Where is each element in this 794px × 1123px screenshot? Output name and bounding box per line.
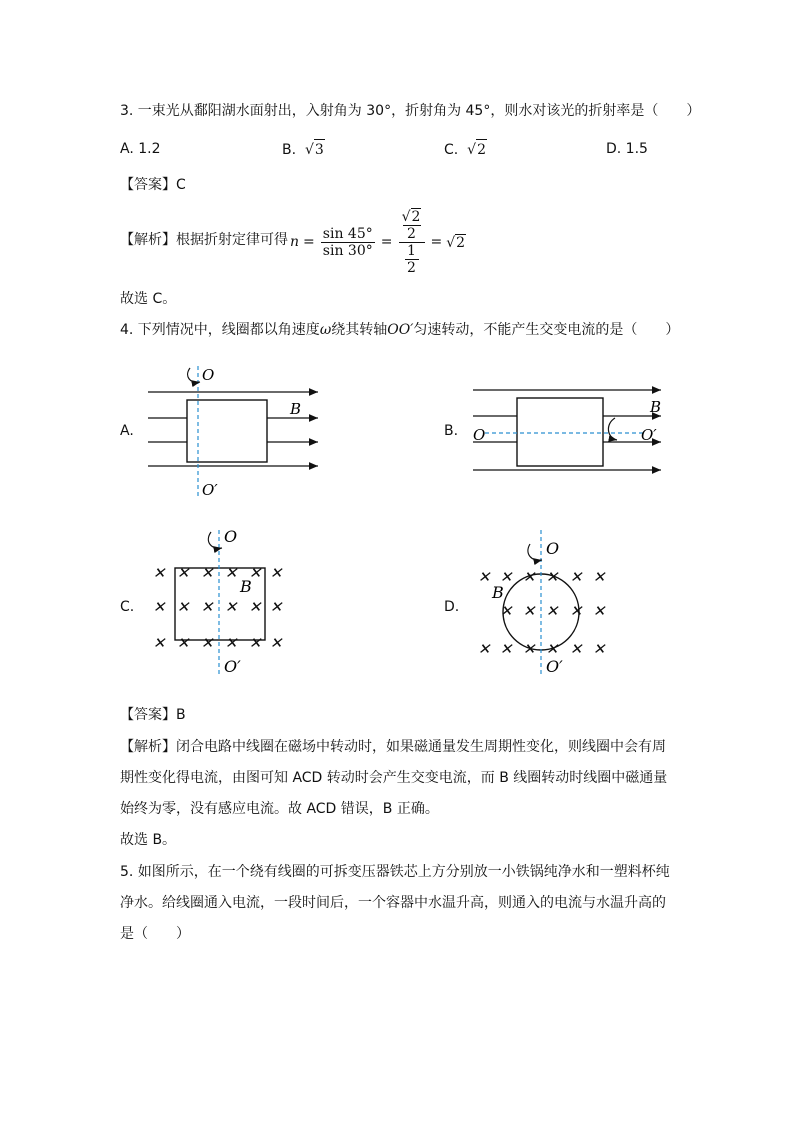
q3-formula: n = $\frac{\sin 45^\circ}{\sin 30^\circ}$ = √2 2 1 2 = √2 — [290, 209, 466, 276]
figure-c — [148, 526, 298, 676]
label-o-prime: O′ — [546, 657, 563, 676]
figure-b — [465, 380, 675, 485]
field-cross: ✕ — [152, 598, 166, 616]
field-cross: ✕ — [200, 634, 214, 652]
field-cross: ✕ — [522, 568, 536, 586]
q3-stem: 3. 一束光从鄱阳湖水面射出，入射角为 30°，折射角为 45°，则水对该光的折射率是（ ） — [120, 103, 701, 119]
q4-stem: 4. 下列情况中，线圈都以角速度ω绕其转轴OO′匀速转动，不能产生交变电流的是（ ） — [120, 322, 680, 338]
field-cross: ✕ — [200, 598, 214, 616]
fig-label-a: A. — [120, 423, 134, 439]
label-o-prime: O′ — [202, 481, 218, 499]
field-cross: ✕ — [545, 640, 559, 658]
field-cross: ✕ — [477, 640, 491, 658]
label-o: O — [473, 426, 486, 444]
fig-label-b: B. — [444, 423, 459, 439]
field-cross: ✕ — [522, 602, 536, 620]
q3-option-a: A. 1.2 — [120, 141, 161, 157]
field-cross: ✕ — [224, 634, 238, 652]
field-cross: ✕ — [569, 602, 583, 620]
label-b: B — [290, 400, 302, 418]
field-cross: ✕ — [224, 598, 238, 616]
field-cross: ✕ — [224, 564, 238, 582]
label-b: B — [240, 577, 252, 596]
label-b: B — [492, 583, 504, 602]
q5-stem-line-3: 是（ ） — [120, 926, 190, 942]
field-cross: ✕ — [200, 564, 214, 582]
label-o-prime: O′ — [224, 657, 241, 676]
field-cross: ✕ — [269, 634, 283, 652]
field-cross: ✕ — [522, 640, 536, 658]
field-cross: ✕ — [269, 598, 283, 616]
label-o-prime: O′ — [641, 426, 657, 444]
rotation-arrow — [608, 418, 617, 440]
q4-analysis-line-3: 始终为零，没有感应电流。故 ACD 错误，B 正确。 — [120, 801, 439, 817]
label-o: O — [202, 366, 215, 384]
label-o: O — [224, 527, 238, 546]
q3-option-c: C. √2 — [444, 139, 487, 160]
q4-analysis-line-2: 期性变化得电流，由图可知 ACD 转动时会产生交变电流，而 B 线圈转动时线圈中磁通量 — [120, 770, 668, 786]
field-cross: ✕ — [499, 568, 513, 586]
field-cross: ✕ — [477, 568, 491, 586]
field-cross: ✕ — [152, 634, 166, 652]
q3-answer: 【答案】C — [120, 177, 186, 193]
field-cross: ✕ — [545, 568, 559, 586]
q3-conclusion: 故选 C。 — [120, 291, 177, 307]
fig-label-c: C. — [120, 599, 135, 615]
q3-analysis: 【解析】根据折射定律可得 — [120, 232, 288, 248]
q4-answer: 【答案】B — [120, 707, 186, 723]
q3-option-d: D. 1.5 — [606, 141, 648, 157]
field-cross: ✕ — [176, 598, 190, 616]
q4-conclusion: 故选 B。 — [120, 832, 177, 848]
field-cross: ✕ — [592, 602, 606, 620]
rotation-arrow — [528, 544, 542, 560]
coil — [187, 400, 267, 462]
field-cross: ✕ — [545, 602, 559, 620]
label-o: O — [546, 539, 560, 558]
fig-label-d: D. — [444, 599, 460, 615]
field-cross: ✕ — [248, 598, 262, 616]
field-cross: ✕ — [569, 640, 583, 658]
coil — [517, 398, 603, 466]
label-b: B — [650, 398, 662, 416]
figure-d — [472, 526, 622, 678]
field-cross: ✕ — [248, 564, 262, 582]
q5-stem-line-2: 净水。给线圈通入电流，一段时间后，一个容器中水温升高，则通入的电流与水温升高的 — [120, 895, 666, 911]
q4-analysis-line-1: 【解析】闭合电路中线圈在磁场中转动时，如果磁通量发生周期性变化，则线圈中会有周 — [120, 739, 666, 755]
field-cross: ✕ — [569, 568, 583, 586]
field-cross: ✕ — [269, 564, 283, 582]
figure-a — [140, 362, 330, 502]
field-cross: ✕ — [499, 640, 513, 658]
field-cross: ✕ — [499, 602, 513, 620]
field-cross: ✕ — [152, 564, 166, 582]
field-cross: ✕ — [592, 568, 606, 586]
q3-option-b: B. √3 — [282, 139, 325, 160]
field-cross: ✕ — [248, 634, 262, 652]
field-cross: ✕ — [592, 640, 606, 658]
rotation-arrow — [208, 532, 222, 548]
field-cross: ✕ — [176, 634, 190, 652]
q5-stem-line-1: 5. 如图所示，在一个绕有线圈的可拆变压器铁芯上方分别放一小铁锅纯净水和一塑料杯纯 — [120, 864, 670, 880]
field-cross: ✕ — [176, 564, 190, 582]
